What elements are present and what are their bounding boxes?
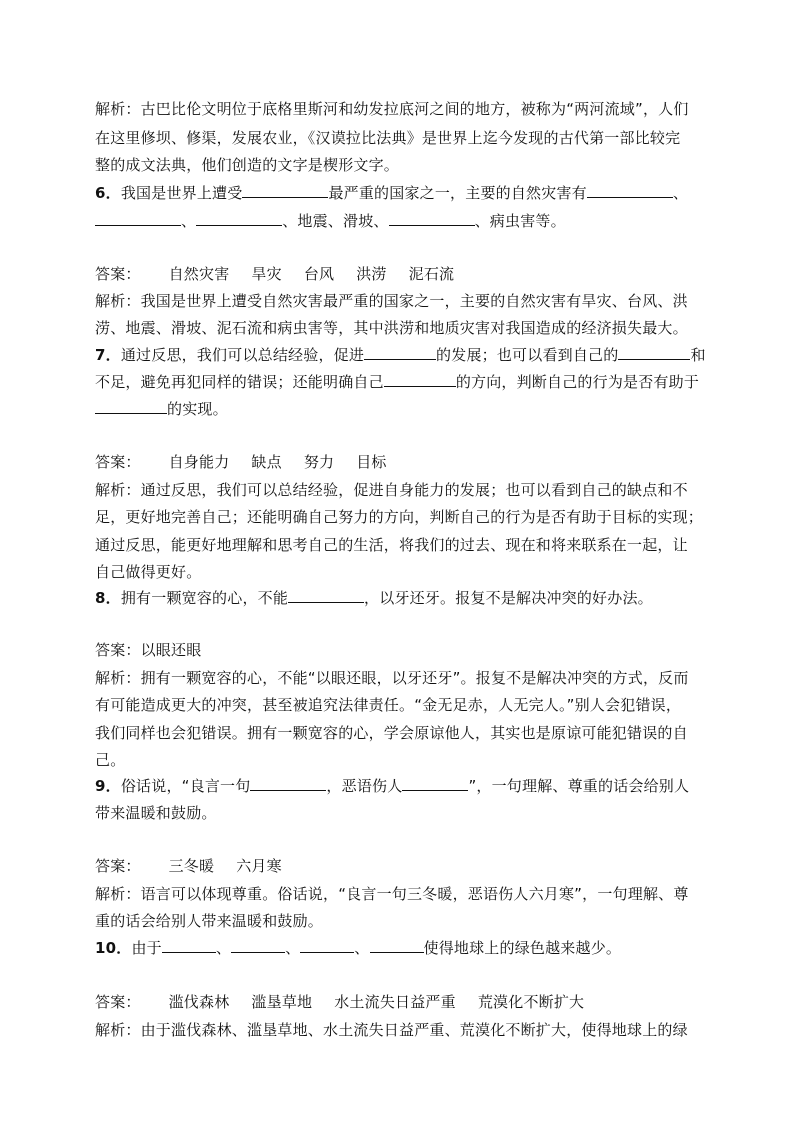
answer-blank[interactable] xyxy=(231,938,285,953)
explanation-line: 足，更好地完善自己；还能明确自己努力的方向，判断自己的行为是否有助于目标的实现； xyxy=(95,508,704,526)
explanation-line: 整的成文法典，他们创造的文字是楔形文字。 xyxy=(95,156,400,174)
answer-item: 目标 xyxy=(356,453,387,471)
question-8-line-1 xyxy=(95,588,653,608)
answer-blank[interactable] xyxy=(300,938,354,953)
explanation-line: 涝、地震、滑坡、泥石流和病虫害等，其中洪涝和地质灾害对我国造成的经济损失最大。 xyxy=(95,319,688,337)
question-10-line-1 xyxy=(95,938,621,958)
explanation-line: 解析：我国是世界上遭受自然灾害最严重的国家之一，主要的自然灾害有旱灾、台风、洪 xyxy=(95,292,688,310)
answer-label: 答案： xyxy=(95,265,141,283)
answer-6 xyxy=(95,264,454,284)
question-text: 最严重的国家之一，主要的自然灾害有 xyxy=(328,184,587,202)
question-6-line-1 xyxy=(95,183,688,203)
question-text: 拥有一颗宽容的心，不能 xyxy=(120,589,289,607)
answer-7 xyxy=(95,452,387,472)
answer-item: 三冬暖 xyxy=(168,857,215,875)
question-text: 、 xyxy=(181,212,197,230)
question-9-line-1 xyxy=(95,776,689,796)
question-text: 的发展；也可以看到自己的 xyxy=(436,346,619,364)
explanation-line: 自己做得更好。 xyxy=(95,563,202,581)
question-number: 6． xyxy=(95,184,121,202)
question-text: 通过反思，我们可以总结经验，促进 xyxy=(120,346,365,364)
explanation-line: 解析：古巴比伦文明位于底格里斯河和幼发拉底河之间的地方，被称为“两河流域”，人们 xyxy=(95,100,689,118)
answer-item: 缺点 xyxy=(251,453,282,471)
answer-item: 荒漠化不断扩大 xyxy=(477,993,585,1011)
answer-item: 滥伐森林 xyxy=(168,993,230,1011)
answer-blank[interactable] xyxy=(370,938,424,953)
question-text: 的实现。 xyxy=(167,400,228,418)
answer-blank[interactable] xyxy=(95,211,181,226)
answer-item: 六月寒 xyxy=(236,857,282,875)
question-number: 9． xyxy=(95,777,121,795)
answer-label: 答案： xyxy=(95,857,141,875)
explanation-line: 在这里修坝、修渠，发展农业，《汉谟拉比法典》是世界上迄今发现的古代第一部比较完 xyxy=(95,129,681,147)
question-9-line-2: 带来温暖和鼓励。 xyxy=(95,804,217,822)
question-number: 7． xyxy=(95,346,121,364)
answer-item: 泥石流 xyxy=(408,265,455,283)
answer-item: 努力 xyxy=(303,453,335,471)
answer-label: 答案： xyxy=(95,453,141,471)
explanation-line: 我们同样也会犯错误。拥有一颗宽容的心，学会原谅他人，其实也是原谅可能犯错误的自 xyxy=(95,724,688,742)
question-text: ，以牙还牙。报复不是解决冲突的好办法。 xyxy=(364,589,653,607)
answer-blank[interactable] xyxy=(402,776,468,791)
answer-blank[interactable] xyxy=(618,345,690,360)
answer-item: 自然灾害 xyxy=(168,265,230,283)
question-text: ”，一句理解、尊重的话会给别人 xyxy=(468,777,690,795)
answer-item: 自身能力 xyxy=(168,453,230,471)
question-text: ，恶语伤人 xyxy=(326,777,403,795)
question-text: 由于 xyxy=(131,939,162,957)
answer-blank[interactable] xyxy=(389,211,475,226)
answer-item: 洪涝 xyxy=(356,265,387,283)
answer-blank[interactable] xyxy=(196,211,282,226)
question-number: 8． xyxy=(95,589,121,607)
explanation-line: 解析：语言可以体现尊重。俗话说，“良言一句三冬暖，恶语伤人六月寒”，一句理解、尊 xyxy=(95,885,689,903)
answer-item: 水土流失日益严重 xyxy=(334,993,456,1011)
question-7-line-3 xyxy=(95,399,228,419)
explanation-line: 解析：由于滥伐森林、滥垦草地、水土流失日益严重、荒漠化不断扩大，使得地球上的绿 xyxy=(95,1021,688,1039)
question-7-line-2 xyxy=(95,372,699,392)
question-text: 、病虫害等。 xyxy=(474,212,566,230)
answer-blank[interactable] xyxy=(250,776,326,791)
question-text: 俗话说，“良言一句 xyxy=(120,777,251,795)
question-text: 我国是世界上遭受 xyxy=(120,184,243,202)
question-text: 不足，避免再犯同样的错误；还能明确自己 xyxy=(95,373,384,391)
answer-blank[interactable] xyxy=(587,183,673,198)
explanation-line: 解析：拥有一颗宽容的心，不能“以眼还眼，以牙还牙”。报复不是解决冲突的方式，反而 xyxy=(95,669,689,687)
question-text: 和 xyxy=(690,346,706,364)
question-text: 、 xyxy=(285,939,301,957)
answer-10 xyxy=(95,992,584,1012)
explanation-line: 重的话会给别人带来温暖和鼓励。 xyxy=(95,912,324,930)
question-text: 、地震、滑坡、 xyxy=(282,212,389,230)
explanation-line: 通过反思，能更好地理解和思考自己的生活，将我们的过去、现在和将来联系在一起，让 xyxy=(95,536,688,554)
explanation-line: 解析：通过反思，我们可以总结经验，促进自身能力的发展；也可以看到自己的缺点和不 xyxy=(95,481,688,499)
explanation-line: 己。 xyxy=(95,751,126,769)
question-text: 、 xyxy=(354,939,370,957)
answer-blank[interactable] xyxy=(242,183,328,198)
question-text: 的方向，判断自己的行为是否有助于 xyxy=(455,373,700,391)
answer-9 xyxy=(95,856,282,876)
question-text: 、 xyxy=(215,939,232,957)
answer-blank[interactable] xyxy=(95,399,167,414)
answer-blank[interactable] xyxy=(364,345,436,360)
answer-blank[interactable] xyxy=(384,372,456,387)
explanation-line: 有可能造成更大的冲突，甚至被追究法律责任。“金无足赤，人无完人。”别人会犯错误， xyxy=(95,696,682,714)
answer-label: 答案： xyxy=(95,993,141,1011)
answer-blank[interactable] xyxy=(162,938,216,953)
answer-item: 台风 xyxy=(303,265,335,283)
question-6-line-2 xyxy=(95,211,566,231)
question-7-line-1 xyxy=(95,345,706,365)
question-text: 使得地球上的绿色越来越少。 xyxy=(423,939,622,957)
answer-blank[interactable] xyxy=(288,588,364,603)
answer-item: 旱灾 xyxy=(251,265,282,283)
answer-item: 滥垦草地 xyxy=(251,993,313,1011)
answer-8: 答案：以眼还眼 xyxy=(95,641,202,659)
question-text: 、 xyxy=(672,184,689,202)
question-number: 10． xyxy=(95,939,132,957)
